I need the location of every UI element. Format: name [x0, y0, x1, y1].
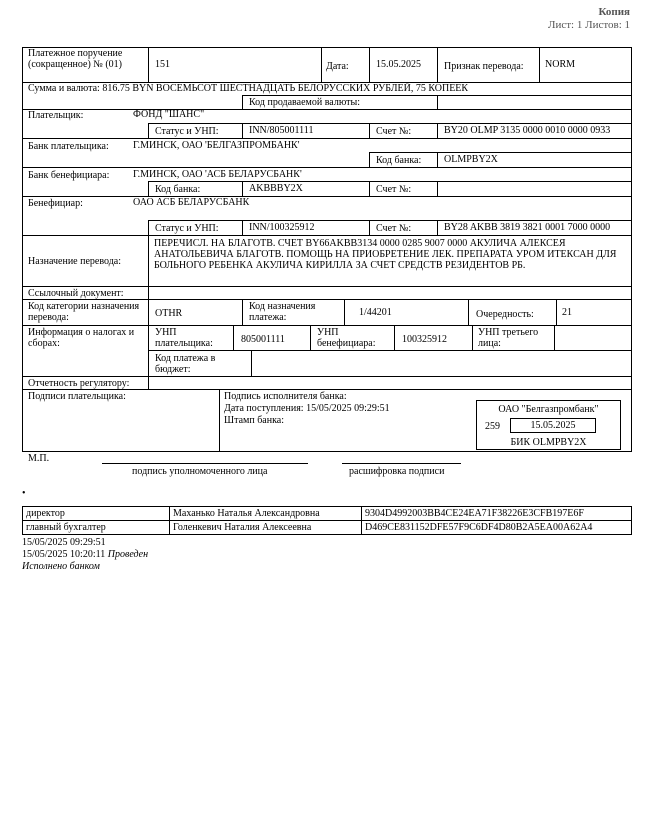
benef-status-label: Статус и УНП:	[155, 223, 219, 234]
purpose-value: ПЕРЕЧИСЛ. НА БЛАГОТВ. СЧЕТ BY66AKBB3134 0000 0285 9007 0000 АКУЛИЧА АЛЕКСЕЯ АНАТОЛЬЕВИЧА БЛАГОТВ. ПОМОЩЬ НА ПРИОБРЕТЕНИЕ ЛЕК. ПРЕПАРАТА УРОМ ИТЕКСАН ДЛЯ БОЛЬНОГО РЕБЕНКА АКУЛИЧА КИРИЛЛА ЗА СЧЕТ СРЕДСТВ РЕЗИДЕНТОВ РБ.	[154, 238, 617, 271]
unp-payer-label: УНП плательщика:	[155, 327, 213, 349]
sheet-count: Лист: 1 Листов: 1	[548, 19, 630, 31]
bank-signature-label: Подпись исполнителя банка:	[224, 391, 347, 402]
unp-payer-value: 805001111	[241, 334, 285, 345]
stamp-date: 15.05.2025	[510, 418, 596, 433]
category-label: Код категории назначения перевода:	[28, 301, 140, 323]
order-title: Платежное поручение (сокращенное) № (01)	[28, 48, 123, 70]
unp-benef-label: УНП бенефициара:	[317, 327, 376, 349]
signatures-table	[22, 506, 632, 535]
payer-account: BY20 OLMP 3135 0000 0010 0000 0933	[444, 125, 611, 136]
stamp-bank-name: ОАО "Белгазпромбанк"	[498, 404, 599, 415]
signer-name: Голенкевич Наталия Алексеевна	[173, 522, 312, 533]
unp-third-label: УНП третьего лица:	[478, 327, 539, 349]
benef-bank-code: AKBBBY2X	[249, 183, 303, 194]
benef-bank-account-label: Счет №:	[376, 184, 412, 195]
benef-unp: INN/100325912	[249, 222, 315, 233]
decode-line	[342, 463, 461, 464]
bank-stamp-label: Штамп банка:	[224, 415, 284, 426]
benef-account-label: Счет №:	[376, 223, 412, 234]
status-posted: Проведен	[107, 549, 149, 560]
executed-by-bank: Исполнено банком	[22, 561, 100, 572]
payer-value: ФОНД "ШАНС"	[133, 109, 205, 120]
payment-order-form	[22, 47, 632, 452]
tax-info-label: Информация о налогах и сборах:	[28, 327, 135, 349]
benef-value: ОАО АСБ БЕЛАРУСБАНК	[133, 197, 250, 208]
signer-name: Маханько Наталья Александровна	[173, 508, 320, 519]
stamp-bic: БИК OLMPBY2X	[510, 437, 587, 448]
date-label: Дата:	[326, 61, 349, 72]
received-date: Дата поступления: 15/05/2025 09:29:51	[224, 403, 390, 414]
priority-label: Очередность:	[476, 309, 534, 320]
benef-bank-code-label: Код банка:	[155, 184, 201, 195]
transfer-flag-label: Признак перевода:	[444, 61, 524, 72]
copy-label: Копия	[598, 6, 630, 18]
stamp-number: 259	[485, 421, 500, 432]
signer-hash: 9304D4992003BB4CE24EA71F38226E3CFB197E6F	[365, 508, 584, 519]
payer-bank-code: OLMPBY2X	[444, 154, 498, 165]
signer-role: директор	[26, 508, 65, 519]
signature-decode-caption: расшифровка подписи	[349, 466, 445, 477]
benef-bank-label: Банк бенефициара:	[28, 170, 110, 181]
mp-label: М.П.	[28, 453, 50, 464]
benef-label: Бенефициар:	[28, 198, 83, 209]
ref-doc-label: Ссылочный документ:	[28, 288, 124, 299]
purpose-code-value: 1/44201	[359, 307, 392, 318]
signer-role: главный бухгалтер	[26, 522, 106, 533]
sold-currency-label: Код продаваемой валюты:	[249, 97, 361, 108]
timestamp-2: 15/05/2025 10:20:11	[22, 549, 106, 560]
order-number: 151	[155, 59, 170, 70]
payer-label: Плательщик:	[28, 110, 84, 121]
payer-signatures-label: Подписи плательщика:	[28, 391, 126, 402]
timestamp-2-row	[22, 549, 148, 560]
payer-bank-code-label: Код банка:	[376, 155, 422, 166]
payer-bank-label: Банк плательщика:	[28, 141, 109, 152]
purpose-label: Назначение перевода:	[28, 256, 122, 267]
benef-bank-value: Г.МИНСК, ОАО 'АСБ БЕЛАРУСБАНК'	[133, 169, 302, 180]
benef-account: BY28 AKBB 3819 3821 0001 7000 0000	[444, 222, 611, 233]
priority-value: 21	[562, 307, 572, 318]
payer-unp: INN/805001111	[249, 125, 314, 136]
payer-bank-value: Г.МИНСК, ОАО 'БЕЛГАЗПРОМБАНК'	[133, 140, 300, 151]
transfer-flag-value: NORM	[545, 59, 576, 70]
unp-benef-value: 100325912	[402, 334, 447, 345]
purpose-code-label: Код назначения платежа:	[249, 301, 316, 323]
category-value: OTHR	[155, 308, 183, 319]
bank-stamp	[476, 400, 621, 450]
signature-line	[102, 463, 308, 464]
timestamp-1: 15/05/2025 09:29:51	[22, 537, 106, 548]
payer-status-label: Статус и УНП:	[155, 126, 219, 137]
amount-line: Сумма и валюта: 816.75 BYN ВОСЕМЬСОТ ШЕСТНАДЦАТЬ БЕЛОРУССКИХ РУБЛЕЙ, 75 КОПЕЕК	[28, 83, 469, 94]
budget-code-label: Код платежа в бюджет:	[155, 353, 216, 375]
bullet: •	[22, 488, 26, 499]
reporting-label: Отчетность регулятору:	[28, 378, 130, 389]
date-value: 15.05.2025	[376, 59, 421, 70]
payer-account-label: Счет №:	[376, 126, 412, 137]
authorized-signature-caption: подпись уполномоченного лица	[132, 466, 268, 477]
signer-hash: D469CE831152DFE57F9C6DF4D80B2A5EA00A62A4	[365, 522, 593, 533]
